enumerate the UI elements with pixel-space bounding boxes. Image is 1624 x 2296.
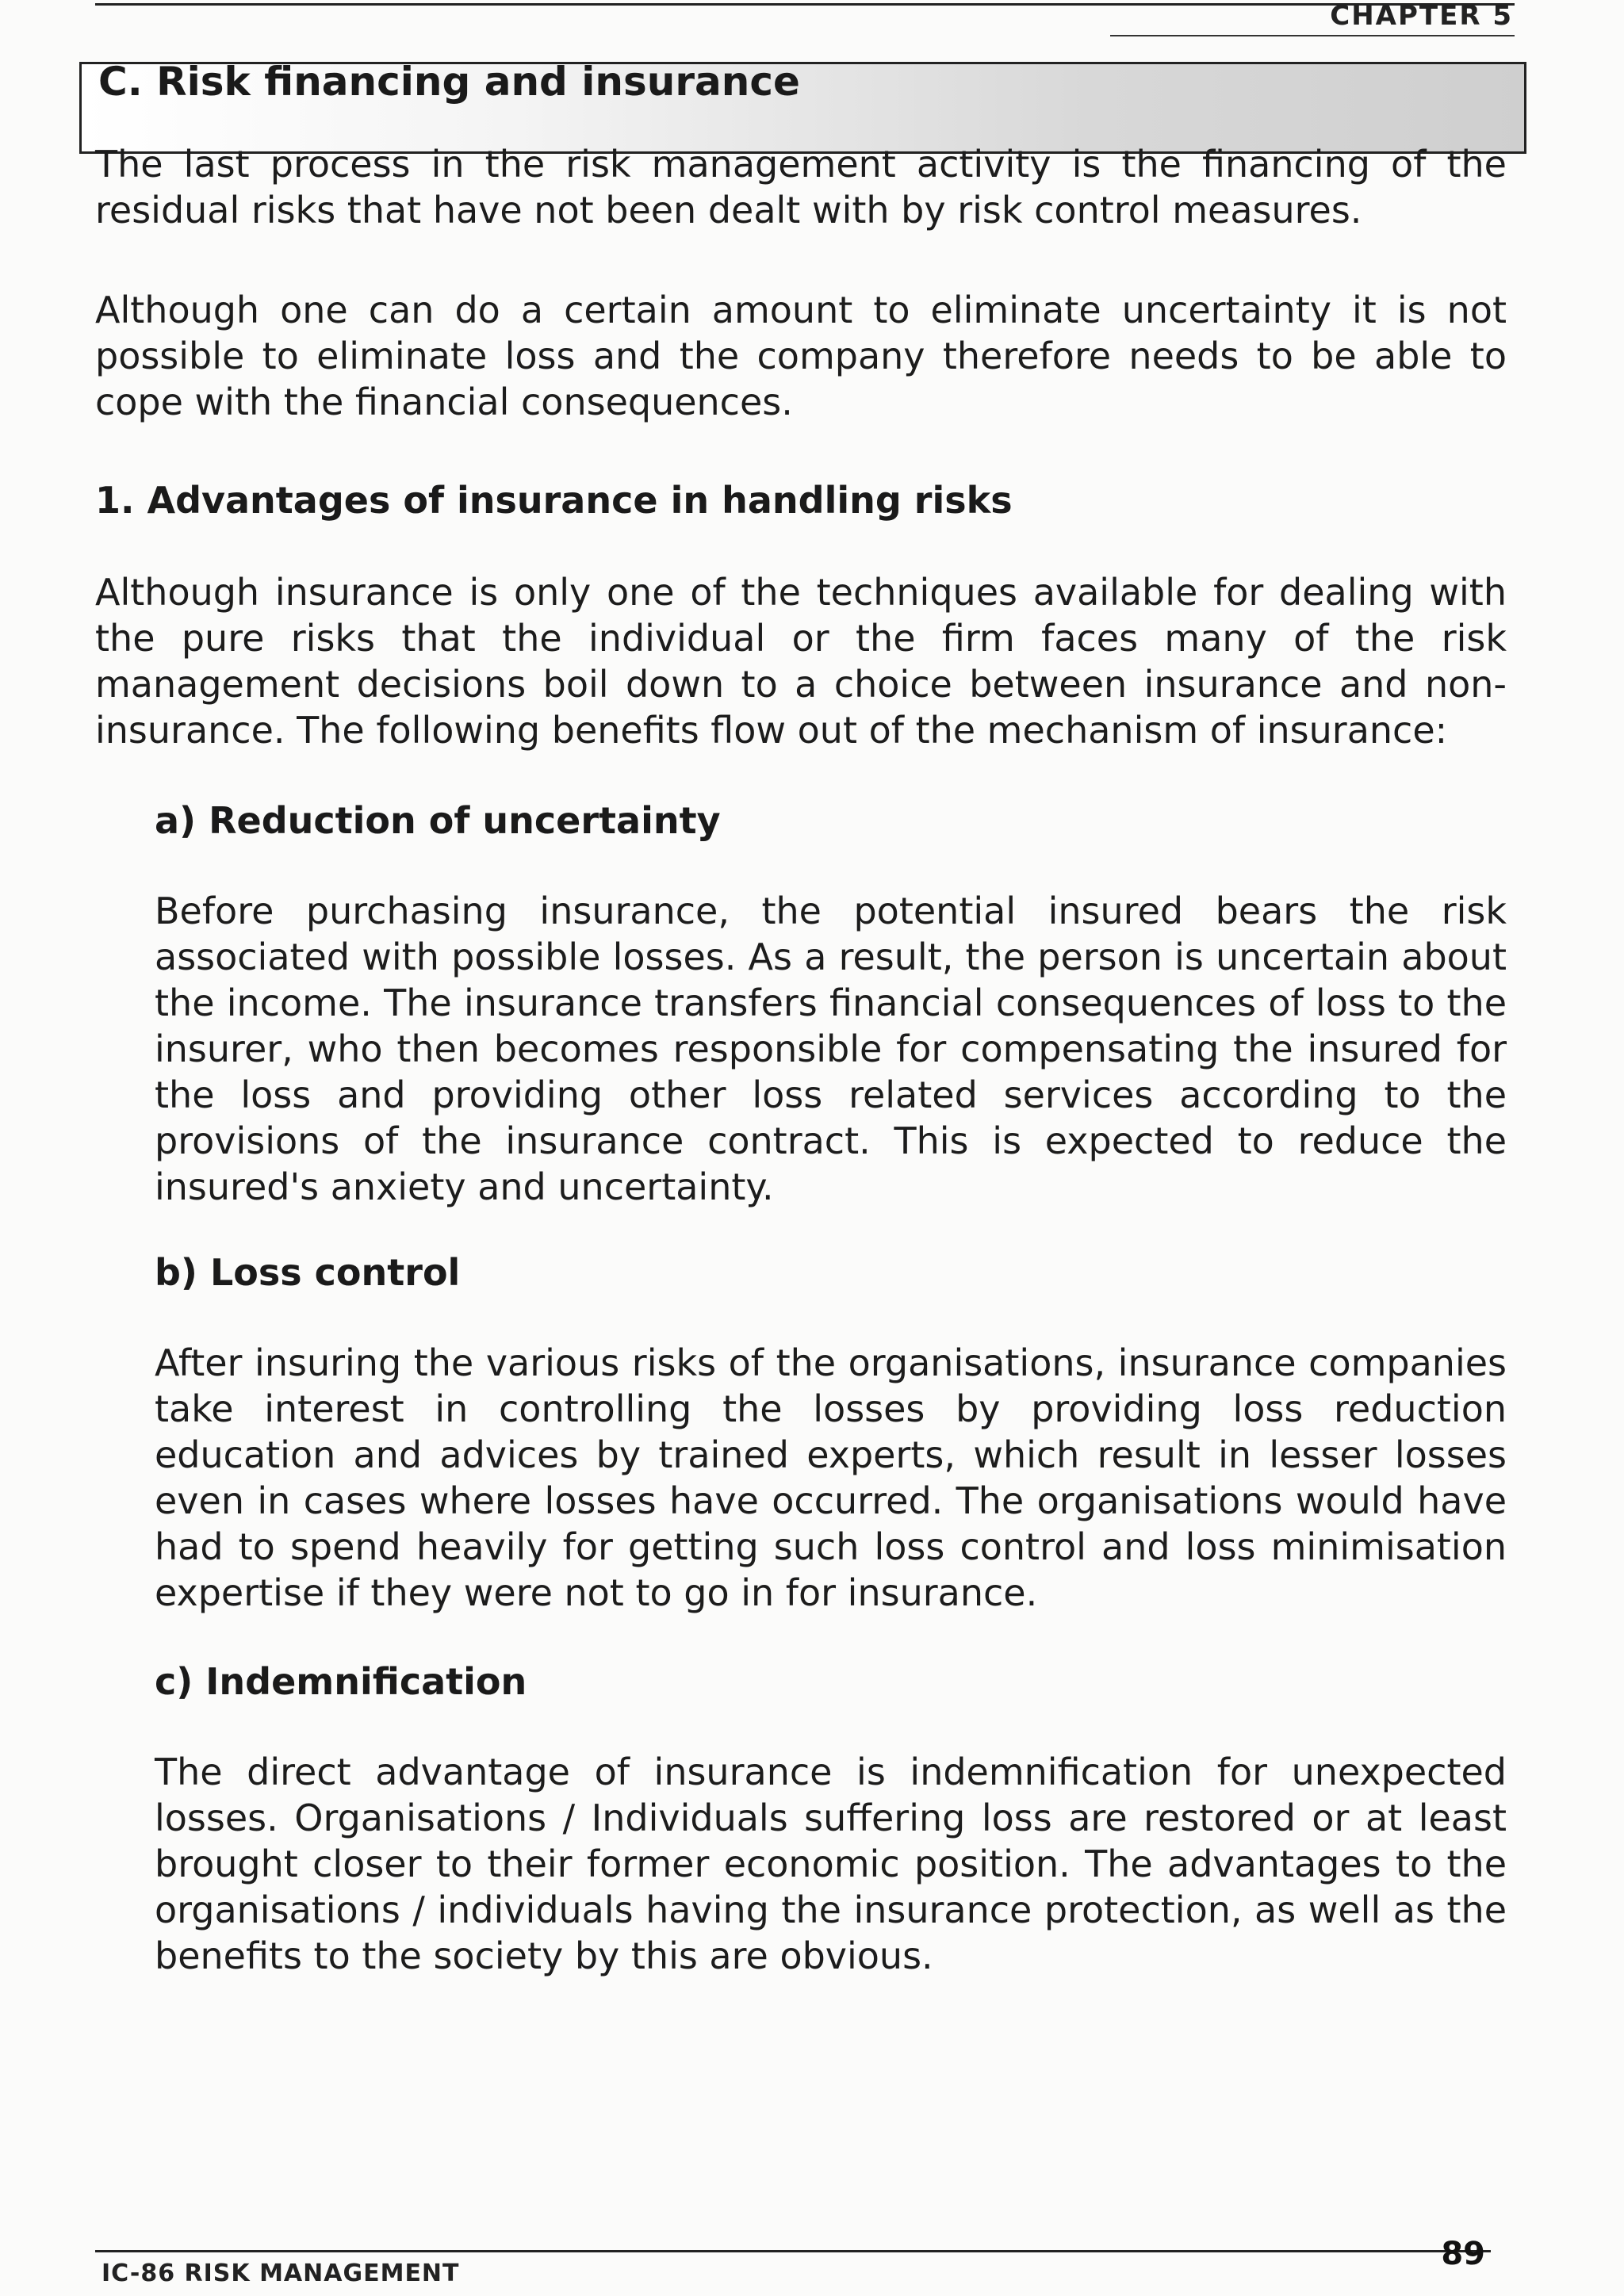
section-heading: C. Risk financing and insurance — [98, 59, 800, 105]
footer-rule — [95, 2250, 1491, 2252]
subsection-paragraph: Although insurance is only one of the techniques available for dealing with the pure risks that the individual or the firm faces many of the risk management decisions boil down to a choice between insurance and non-insurance. The following benefits flow out of the mechanism of insurance: — [95, 571, 1507, 752]
point-c-paragraph: The direct advantage of insurance is indemnification for unexpected losses. Organisations / Individuals suffering loss are restored or at least brought closer to their former economic position. The advantages to the organisations / individuals having the insurance protection, as well as the benefits to the society by this are obvious. — [155, 1751, 1507, 1977]
subsection-heading: 1. Advantages of insurance in handling risks — [95, 479, 1013, 522]
point-c-heading: c) Indemnification — [155, 1660, 527, 1703]
chapter-label: CHAPTER 5 — [1330, 0, 1513, 32]
footer-course-label: IC-86 RISK MANAGEMENT — [102, 2260, 460, 2287]
intro-paragraph-2: Although one can do a certain amount to eliminate uncertainty it is not possible to eliminate loss and the company therefore needs to be able to cope with the financial consequences. — [95, 289, 1507, 423]
point-a-paragraph: Before purchasing insurance, the potential insured bears the risk associated with possible losses. As a result, the person is uncertain about the income. The insurance transfers financial consequences of loss to the insurer, who then becomes responsible for compensating the insured for the loss and providing other loss related services according to the provisions of the insurance contract. This is expected to reduce the insured's anxiety and uncertainty. — [155, 890, 1507, 1208]
intro-paragraph-1: The last process in the risk management activity is the financing of the residual risks that have not been dealt with by risk control measures. — [95, 143, 1507, 232]
header-underline — [1110, 35, 1515, 36]
header-rule — [95, 3, 1515, 6]
point-b-paragraph: After insuring the various risks of the organisations, insurance companies take interest in controlling the losses by providing loss reduction education and advices by trained experts, which result in lesser losses even in cases where losses have occurred. The organisations would have had to spend heavily for getting such loss control and loss minimisation expertise if they were not to go in for insurance. — [155, 1341, 1507, 1614]
page-number: 89 — [1441, 2236, 1485, 2272]
point-a-heading: a) Reduction of uncertainty — [155, 799, 721, 842]
point-b-heading: b) Loss control — [155, 1251, 461, 1294]
